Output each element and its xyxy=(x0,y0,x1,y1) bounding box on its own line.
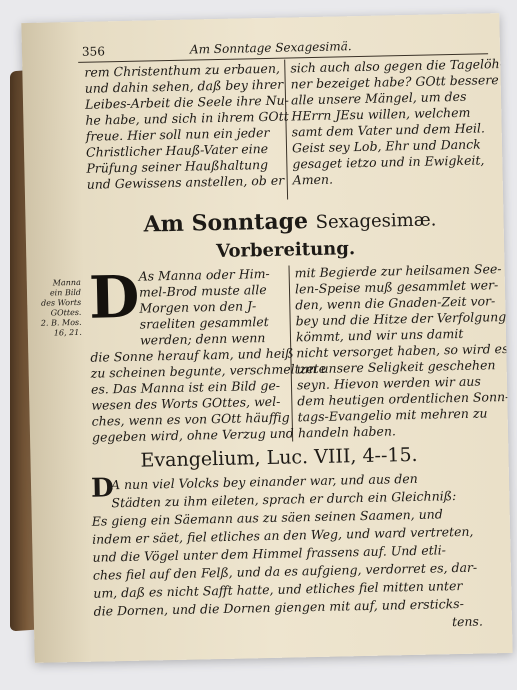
margin-note-line: 2. B. Mos. xyxy=(40,317,82,328)
text-line: tens. xyxy=(451,613,483,630)
section-title xyxy=(143,204,436,240)
subheading: Vorbereitung. xyxy=(215,238,356,263)
text-line: wesen des Worts GOttes, wel- xyxy=(91,393,281,413)
text-line: nicht versorget haben, so wird es xyxy=(296,340,509,361)
text-line: Christlicher Hauß-Vater eine xyxy=(85,140,269,160)
text-line: um unsere Seligkeit geschehen xyxy=(296,357,496,377)
column-divider-top xyxy=(284,60,288,200)
section-title-latin: Sexagesimæ. xyxy=(315,209,437,233)
running-title: Am Sonntage Sexagesimä. xyxy=(189,39,352,57)
text-line: ches fiel auf den Felß, und da es aufgieng, verdorret es, dar- xyxy=(92,559,478,583)
text-line: zu scheinen begunte, verschmeltzete xyxy=(90,360,327,381)
page-number: 356 xyxy=(81,44,106,59)
text-line: Leibes-Arbeit die Seele ihre Nu- xyxy=(84,92,290,112)
dropcap-gospel: D xyxy=(90,473,114,504)
text-line: um, daß es nicht Safft hatte, und etliches fiel mitten unter xyxy=(93,577,463,601)
text-line: bey und die Hitze der Verfolgung xyxy=(295,308,507,329)
text-line: sich auch also gegen die Tagelöh- xyxy=(290,55,505,76)
margin-note-line: des Worts xyxy=(40,297,82,308)
text-line: Es gieng ein Säemann aus zu säen seinen Saamen, und xyxy=(91,506,443,529)
text-line: und die Vögel unter dem Himmel frassens auf. Und etli- xyxy=(92,542,447,565)
text-line: Prüfung seiner Haußhaltung xyxy=(86,156,269,176)
text-line: kömmt, und wir uns damit xyxy=(295,325,464,345)
text-line: A nun viel Volcks bey einander war, und aus den xyxy=(110,470,418,493)
text-line: seyn. Hievon werden wir aus xyxy=(296,373,481,393)
text-line: indem er säet, fiel etliches an den Weg, und ward vertreten, xyxy=(92,523,474,547)
margin-note-line: GOttes. xyxy=(50,307,82,318)
text-line: und Gewissens anstellen, ob er xyxy=(86,172,285,192)
book-page xyxy=(21,13,512,663)
section-title-main: Am Sonntage xyxy=(143,208,309,238)
text-line: he habe, und sich in ihrem GOtt xyxy=(85,108,289,128)
text-line: Morgen von den J- xyxy=(139,298,257,316)
text-line: gesaget ietzo und in Ewigkeit, xyxy=(292,152,485,172)
text-line: Geist sey Lob, Ehr und Danck xyxy=(291,136,481,156)
text-line: HErrn JEsu willen, welchem xyxy=(291,104,471,124)
text-line: mit Begierde zur heilsamen See- xyxy=(294,261,502,281)
text-line: samt dem Vater und dem Heil. xyxy=(291,120,486,140)
text-line: es. Das Manna ist ein Bild ge- xyxy=(90,377,281,397)
margin-note-line: ein Bild xyxy=(49,287,82,298)
text-line: die Dornen, und die Dornen giengen mit auf, und ersticks- xyxy=(93,595,464,619)
text-line: dem heutigen ordentlichen Sonn- xyxy=(297,388,510,409)
margin-note-line: Manna xyxy=(52,277,81,288)
gospel-heading: Evangelium, Luc. VIII, 4--15. xyxy=(140,443,418,472)
text-line: ner bezeiget habe? GOtt bessere xyxy=(290,72,499,92)
text-line: handeln haben. xyxy=(297,423,397,441)
text-line: die Sonne herauf kam, und heiß xyxy=(90,345,294,365)
text-line: gegeben wird, ohne Verzug und xyxy=(91,425,294,445)
text-line: ches, wenn es von GOtt häuffig xyxy=(91,409,290,429)
text-line: Städten zu ihm eileten, sprach er durch ein Gleichniß: xyxy=(111,488,457,511)
margin-note-line: 16, 21. xyxy=(53,327,82,338)
text-line: mel-Brod muste alle xyxy=(138,281,267,300)
text-line: len-Speise muß gesammlet wer- xyxy=(294,277,499,297)
text-line: werden; denn wenn xyxy=(139,330,266,348)
text-line: und dahin sehen, daß bey ihrer xyxy=(84,76,284,96)
text-line: rem Christenthum zu erbauen, xyxy=(84,60,281,80)
text-line: freue. Hier soll nun ein jeder xyxy=(85,124,270,144)
text-line: sraeliten gesammlet xyxy=(139,313,269,332)
text-line: Amen. xyxy=(292,171,334,188)
text-line: As Manna oder Him- xyxy=(138,265,270,284)
text-line: den, wenn die Gnaden-Zeit vor- xyxy=(295,293,496,313)
text-line: tags-Evangelio mit mehren zu xyxy=(297,405,488,425)
text-line: alle unsere Mängel, um des xyxy=(290,88,467,108)
dropcap-preparation: D xyxy=(88,262,141,332)
